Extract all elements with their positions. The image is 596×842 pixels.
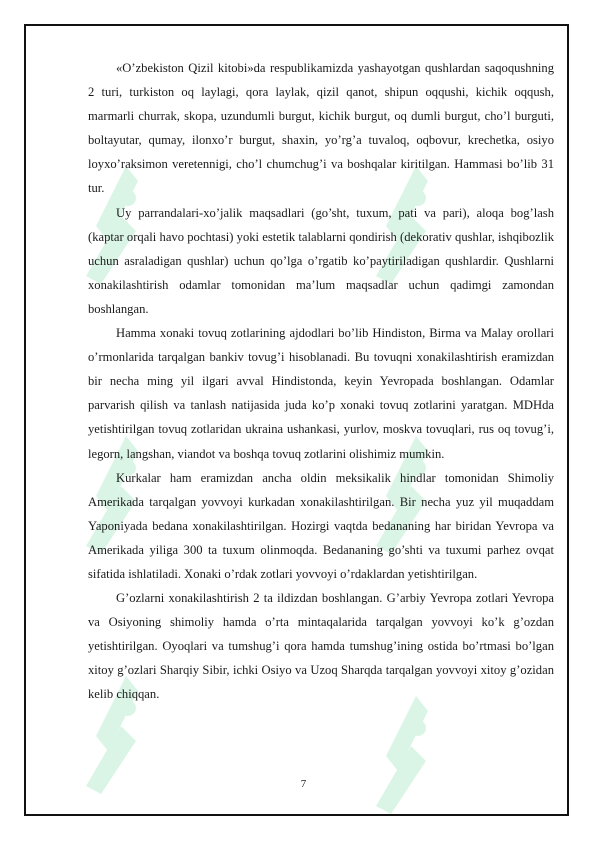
paragraph-turkeys-quails: Kurkalar ham eramizdan ancha oldin meksikalik hindlar tomonidan Shimoliy Amerikada tarqalgan yovvoyi kurkadan xonakilashtirilgan. Bir necha yuz yil muqaddam Yaponiyada bedana xonakilashtirilgan. Hozirgi vaqtda bedananing har biridan Yevropa va Amerikada yiliga 300 ta tuxum olinmoqda. Bedananing go’shti va tuxumi parhez ovqat sifatida ishlatiladi. Xonaki o’rdak zotlari yovvoyi o’rdaklardan yetishtirilgan.	[88, 470, 554, 581]
paragraph-geese: G’ozlarni xonakilashtirish 2 ta ildizdan boshlangan. G’arbiy Yevropa zotlari Yevropa va Osiyoning shimoliy hamda o’rta mintaqalarida tarqalgan yovvoyi ko’k g’ozdan yetishtirilgan. Oyoqlari va tumshug’i qora hamda tumshug’ining ostida bo’rtmasi bo’lgan xitoy g’ozlari Sharqiy Sibir, ichki Osiyo va Uzoq Sharqda tarqalgan yovvoyi xitoy g’ozidan kelib chiqqan.	[88, 591, 554, 702]
paragraph-domestic-birds: Uy parrandalari-xo’jalik maqsadlari (go’sht, tuxum, pati va pari), aloqa bog’lash (kaptar orqali havo pochtasi) yoki estetik talablarni qondirish (dekorativ qushlar, ishqibozlik uchun asraladigan qushlar) uchun qo’lga o’rgatib ko’paytiriladigan qushlardir. Qushlarni xonakilashtirish odamlar tomonidan ma’lum maqsadlar uchun qadimgi zamondan boshlangan.	[88, 205, 554, 316]
paragraph-chicken-breeds: Hamma xonaki tovuq zotlarining ajdodlari bo’lib Hindiston, Birma va Malay orollari o’rmonlarida tarqalgan bankiv tovug’i hisoblanadi. Bu tovuqni xonakilashtirish eramizdan bir necha ming yil ilgari avval Hindistonda, keyin Yevropada boshlangan. Odamlar parvarish qilish va tanlash natijasida juda ko’p xonaki tovuq zotlarini yaratgan. MDHda yetishtirilgan tovuq zotlaridan ukraina ushankasi, yurlov, moskva tovuqlari, rus oq tovug’i, legorn, langshan, viandot va boshqa tovuq zotlarini olishimiz mumkin.	[88, 326, 554, 461]
page-frame	[24, 24, 569, 816]
body-text	[88, 56, 554, 707]
page-number: 7	[300, 778, 307, 790]
paragraph-red-book: «O’zbekiston Qizil kitobi»da respublikamizda yashayotgan qushlardan saqoqushning 2 turi, turkiston oq laylagi, qora laylak, qizil qanot, shipun oqqushi, kichik oqqush, marmarli churrak, skopa, uzundumli burgut, kichik burgut, oq dumli burgut, cho’l burguti, boltayutar, qumay, ilonxo’r burgut, shaxin, yo’rg’a tuvaloq, oqbovur, krechetka, osiyo loyxo’raksimon veretennigi, cho’l chumchug’i va boshqalar kiritilgan. Hammasi bo’lib 31 tur.	[88, 61, 554, 196]
